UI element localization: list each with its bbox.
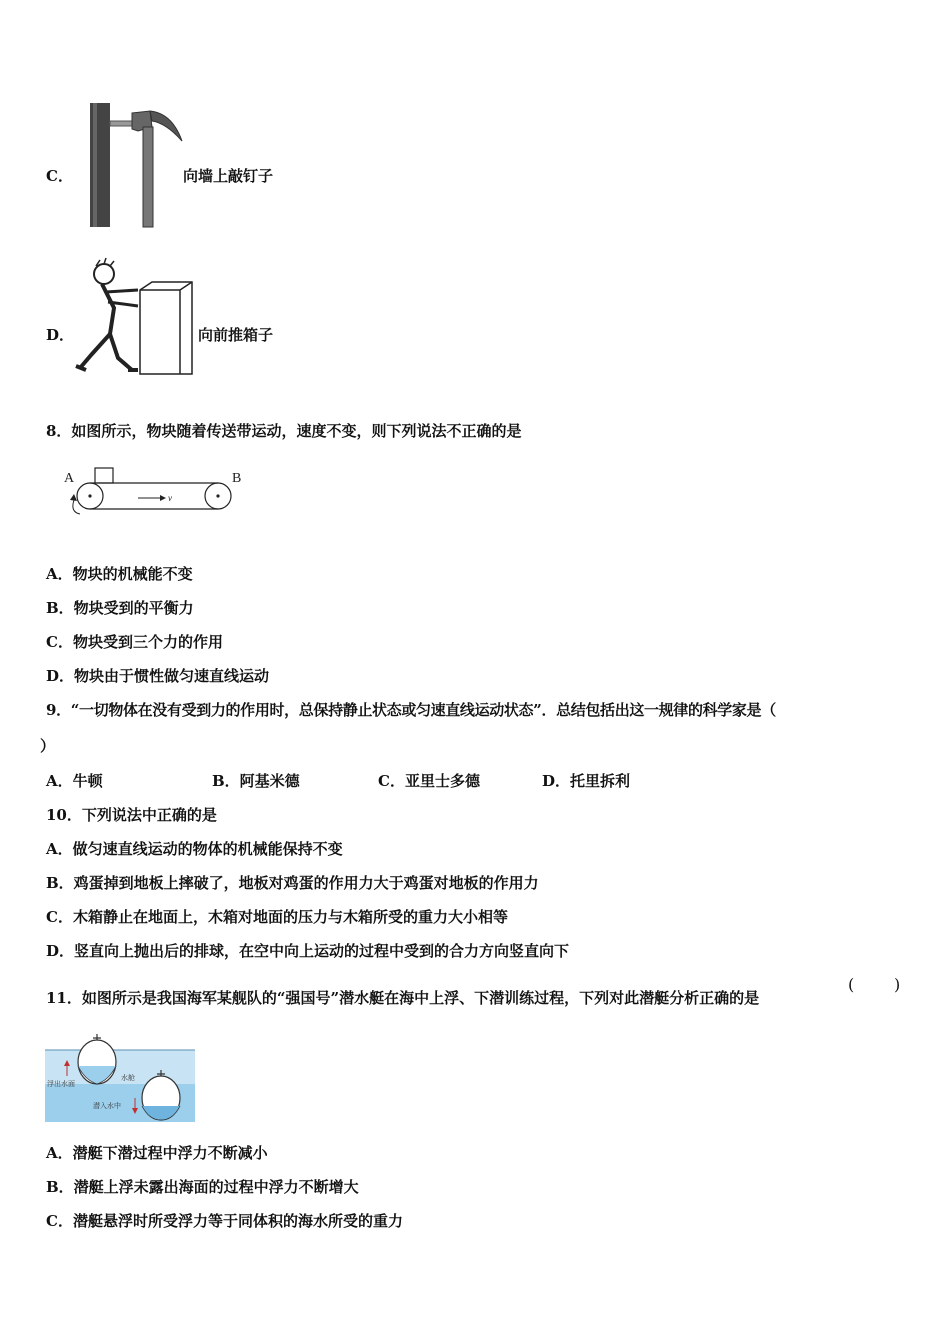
person-pushing-box-icon	[74, 258, 194, 378]
option-letter: C．	[46, 167, 73, 185]
label-b: B	[232, 471, 242, 486]
label-dive: 潜入水中	[93, 1102, 121, 1110]
q9-option-a: A．牛顿	[46, 772, 103, 790]
answer-paren-close: )	[894, 975, 901, 994]
conveyor-belt-figure	[60, 464, 260, 524]
block	[95, 468, 113, 483]
q11-stem: 11．如图所示是我国海军某舰队的“强国号”潜水艇在海中上浮、下潜训练过程，下列对此潜艇分析正确的是	[46, 989, 760, 1007]
q11-option-b: B．潜艇上浮未露出海面的过程中浮力不断增大	[46, 1178, 359, 1196]
q9-option-b: B．阿基米德	[212, 772, 300, 790]
q10-option-c: C．木箱静止在地面上，木箱对地面的压力与木箱所受的重力大小相等	[46, 908, 508, 926]
q10-option-b: B．鸡蛋掉到地板上摔破了，地板对鸡蛋的作用力大于鸡蛋对地板的作用力	[46, 874, 539, 892]
q9-stem-line1: 9．“一切物体在没有受到力的作用时，总保持静止状态或匀速直线运动状态”．总结包括出这一规律的科学家是（	[46, 701, 776, 719]
label-a: A	[64, 471, 75, 486]
q7-option-d	[0, 258, 400, 388]
option-letter: D．	[46, 326, 75, 344]
label-cabin: 水舱	[121, 1074, 135, 1082]
option-text: 向墙上敲钉子	[183, 167, 274, 185]
q10-option-a: A．做匀速直线运动的物体的机械能保持不变	[46, 840, 343, 858]
label-float: 浮出水面	[47, 1080, 75, 1088]
q9-option-d: D．托里拆利	[542, 772, 631, 790]
q8-option-c: C．物块受到三个力的作用	[46, 633, 223, 651]
q11-option-c: C．潜艇悬浮时所受浮力等于同体积的海水所受的重力	[46, 1212, 403, 1230]
submarine-figure	[45, 1036, 195, 1122]
q7-option-c	[0, 95, 400, 235]
option-text: 向前推箱子	[198, 326, 274, 344]
q8-option-b: B．物块受到的平衡力	[46, 599, 194, 617]
q8-option-d: D．物块由于惯性做匀速直线运动	[46, 667, 270, 685]
q9-option-c: C．亚里士多德	[378, 772, 480, 790]
q10-stem: 10．下列说法中正确的是	[46, 806, 217, 824]
q8-stem: 8．如图所示，物块随着传送带运动，速度不变，则下列说法不正确的是	[46, 422, 522, 440]
hammer-nail-icon	[86, 103, 196, 233]
label-v: v	[168, 493, 172, 503]
q10-option-d: D．竖直向上抛出后的排球，在空中向上运动的过程中受到的合力方向竖直向下	[46, 942, 570, 960]
answer-paren-open: (	[848, 975, 855, 994]
q11-option-a: A．潜艇下潜过程中浮力不断减小	[46, 1144, 268, 1162]
q8-option-a: A．物块的机械能不变	[46, 565, 193, 583]
q9-stem-line2: ）	[40, 737, 56, 755]
